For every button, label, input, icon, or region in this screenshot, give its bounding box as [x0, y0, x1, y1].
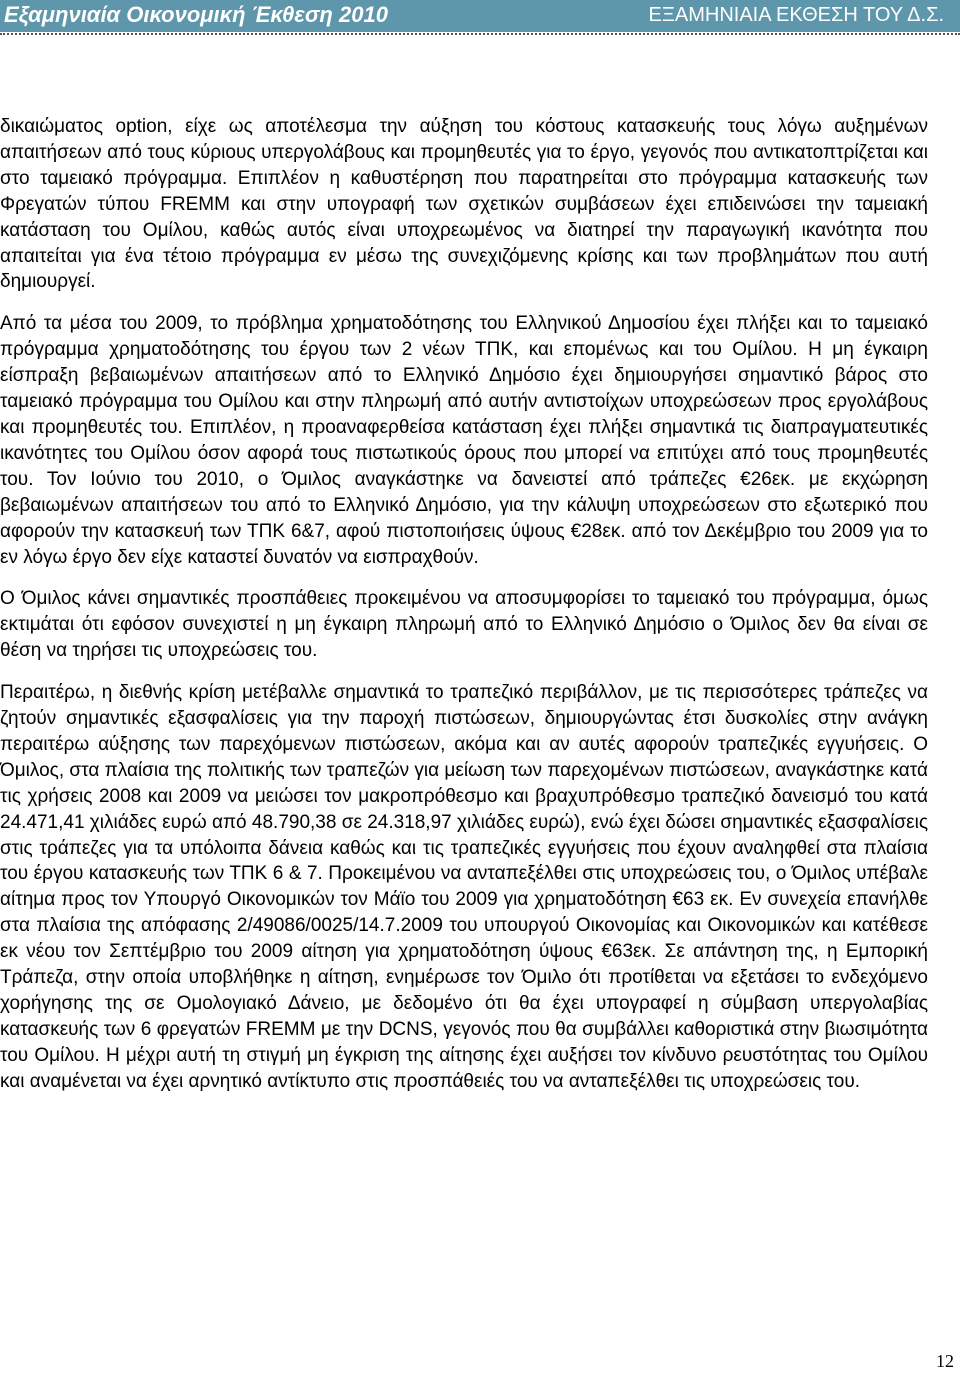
document-title: Εξαμηνιαία Οικονομική Έκθεση 2010 [4, 2, 388, 27]
page-header [0, 0, 960, 32]
paragraph: Από τα μέσα του 2009, το πρόβλημα χρηματοδότησης του Ελληνικού Δημοσίου έχει πλήξει και το ταμειακό πρόγραμμα χρηματοδότησης του έργου των 2 νέων ΤΠΚ, και επομένως και του Ομίλου. Η μη έγκαιρη είσπραξη βεβαιωμένων απαιτήσεων από το Ελληνικό Δημόσιο έχει δημιουργήσει σημαντικό βάρος στο ταμειακό πρόγραμμα του Ομίλου και στην πληρωμή από αυτήν αντιστοίχων υποχρεώσεων προς εργολάβους και προμηθευτές του. Επιπλέον, η προαναφερθείσα κατάσταση έχει πλήξει σημαντικά τις διαπραγματευτικές ικανότητες του Ομίλου όσον αφορά τους πιστωτικούς όρους που μπορεί να επιτύχει από τους προμηθευτές του. Τον Ιούνιο του 2010, ο Όμιλος αναγκάστηκε να δανειστεί από τράπεζες €26εκ. με εκχώρηση βεβαιωμένων απαιτήσεων του από το Ελληνικό Δημόσιο, για την κάλυψη υποχρεώσεων στο εξωτερικό που αφορούν την κατασκευή των ΤΠΚ 6&7, αφού πιστοποιήσεις ύψους €28εκ. από τον Δεκέμβριο του 2009 για το εν λόγω έργο δεν είχε καταστεί δυνατόν να εισπραχθούν. [0, 313, 928, 568]
paragraph: Ο Όμιλος κάνει σημαντικές προσπάθειες προκειμένου να αποσυμφορίσει το ταμειακό του πρόγραμμα, όμως εκτιμάται ότι εφόσον συνεχιστεί η μη έγκαιρη πληρωμή από το Ελληνικό Δημόσιο ο Όμιλος δεν θα είναι σε θέση να τηρήσει τις υποχρεώσεις του. [0, 588, 928, 662]
paragraph: Περαιτέρω, η διεθνής κρίση μετέβαλλε σημαντικά το τραπεζικό περιβάλλον, με τις περισσότερες τράπεζες να ζητούν σημαντικές εξασφαλίσεις για την παροχή πιστώσεων, δημιουργώντας έτσι δυσκολίες στην ανάγκη περαιτέρω αύξησης των παρεχόμενων πιστώσεων, ακόμα και αν αυτές αφορούν τραπεζικές εγγυήσεις. Ο Όμιλος, στα πλαίσια της πολιτικής των τραπεζών για μείωση των παρεχομένων πιστώσεων, αναγκάστηκε κατά τις χρήσεις 2008 και 2009 να μειώσει τον μακροπρόθεσμο και βραχυπρόθεσμο τραπεζικό δανεισμό του κατά 24.471,41 χιλιάδες ευρώ από 48.790,38 σε 24.318,97 χιλιάδες ευρώ), ενώ έχει δώσει σημαντικές εξασφαλίσεις στις τράπεζες για τα υπόλοιπα δάνεια καθώς και τις τραπεζικές εγγυήσεις που έχουν αναληφθεί στα πλαίσια του έργου κατασκευής των ΤΠΚ 6 & 7. Προκειμένου να ανταπεξέλθει στις υποχρεώσεις του, ο Όμιλος υπέβαλε αίτημα προς τον Υπουργό Οικονομικών τον Μάϊο του 2009 για χρηματοδότηση €63 εκ. Εν συνεχεία επανήλθε στα πλαίσια της απόφασης 2/49086/0025/14.7.2009 του υπουργού Οικονομίας και Οικονομικών και κατέθεσε εκ νέου τον Σεπτέμβριο του 2009 αίτηση για χρηματοδότηση ύψους €63εκ. Σε απάντηση της, η Εμπορική Τράπεζα, στην οποία υποβλήθηκε η αίτηση, ενημέρωσε τον Όμιλο ότι προτίθεται να εξετάσει το ενδεχόμενο χορήγησης της σε Ομολογιακό Δάνειο, με δεδομένο ότι θα έχει υπογραφεί η σύμβαση υπεργολαβίας κατασκευής των 6 φρεγατών FREMM με την DCNS, γεγονός που θα συμβάλλει καθοριστικά στην βιωσιμότητα του Ομίλου. Η μέχρι αυτή τη στιγμή μη έγκριση της αίτησης έχει αυξήσει τον κίνδυνο ρευστότητας του Ομίλου και αναμένεται να έχει αρνητικό αντίκτυπο στις προσπάθειές του να ανταπεξέλθει τις υποχρεώσεις του. [0, 682, 929, 1092]
paragraph: δικαιώματος option, είχε ως αποτέλεσμα την αύξηση του κόστους κατασκευής τους λόγω αυξημένων απαιτήσεων από τους κύριους υπεργολάβους και προμηθευτές για το έργο, γεγονός που αντικατοπτρίζεται και στο ταμειακό πρόγραμμα. Επιπλέον η καθυστέρηση που παρατηρείται στο πρόγραμμα κατασκευής των Φρεγατών τύπου FREMM και στην υπογραφή των σχετικών συμβάσεων έχει επιδεινώσει την ταμειακή κατάσταση του Ομίλου, καθώς αυτός είναι υποχρεωμένος να διατηρεί την παραγωγική ικανότητα που απαιτείται για ένα τέτοιο πρόγραμμα εν μέσω της συνεχιζόμενης κρίσης και των προβλημάτων που αυτή δημιουργεί. [0, 116, 928, 293]
page-number: 12 [936, 1351, 954, 1371]
header-divider [0, 33, 960, 35]
body-text [0, 114, 928, 1111]
section-title: ΕΞΑΜΗΝΙΑΙΑ ΕΚΘΕΣΗ ΤΟΥ Δ.Σ. [648, 4, 944, 26]
